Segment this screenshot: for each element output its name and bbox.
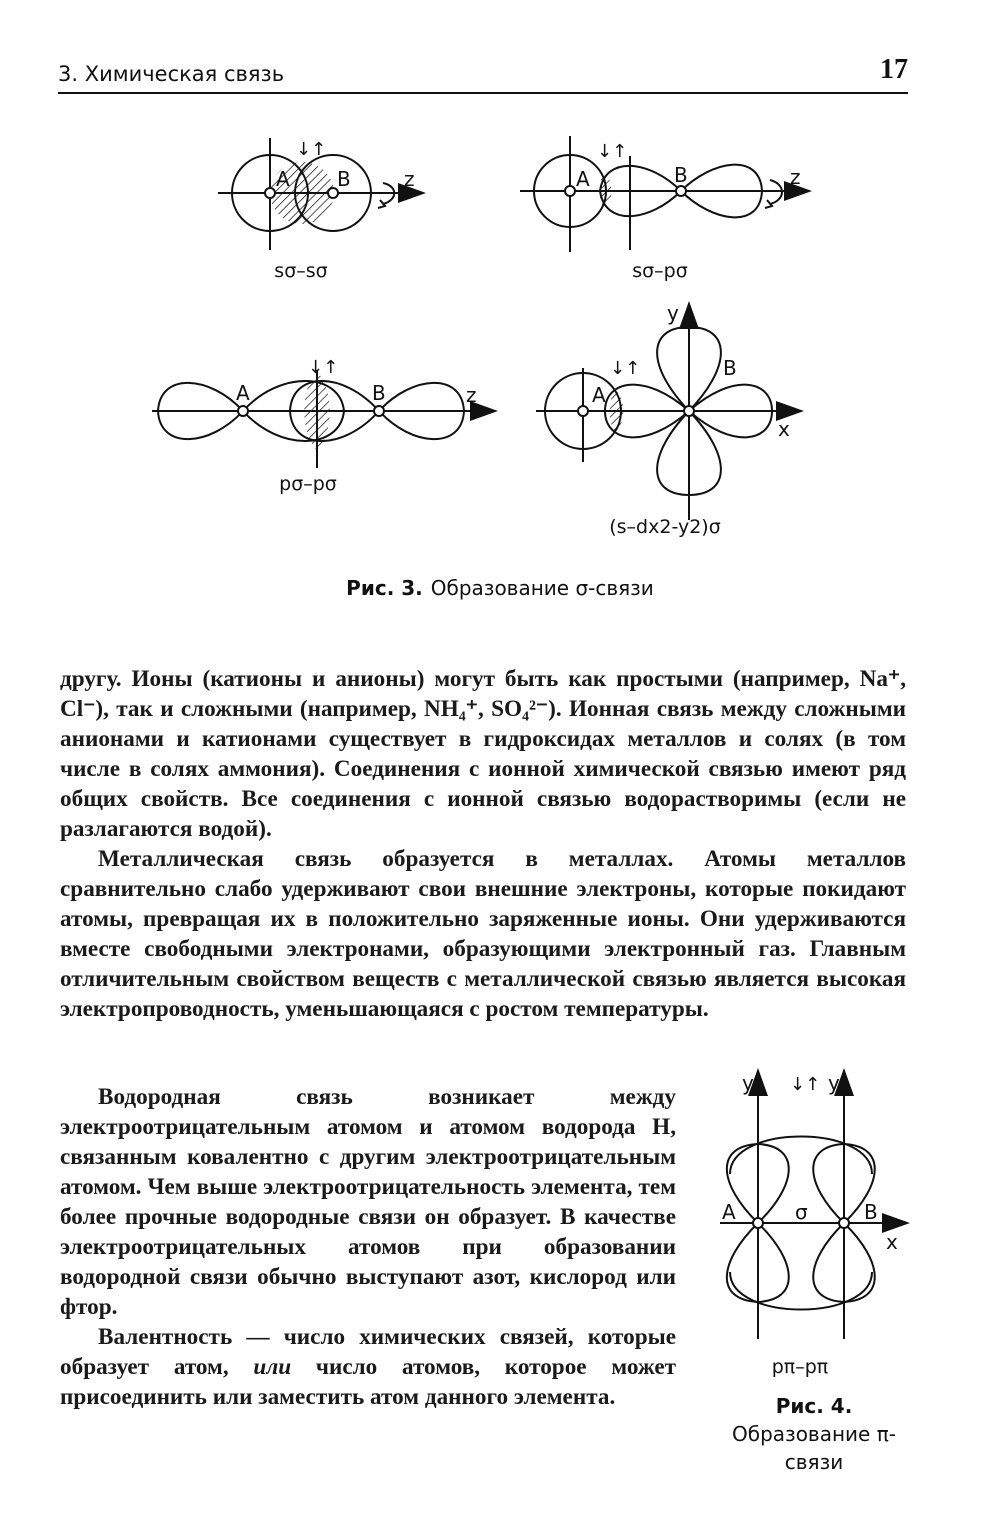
spin-arrows-4: ↓↑ xyxy=(610,358,641,379)
diagram-p-p xyxy=(152,370,494,468)
diagram-label-p-p: pσ–pσ xyxy=(279,473,337,495)
term-metallic: Металлическая связь xyxy=(98,846,352,872)
diagram-s-p xyxy=(520,136,808,252)
fig4-axis-label-y-left: y xyxy=(742,1071,754,1095)
axis-label-z-2: z xyxy=(790,165,801,189)
atom-label-b-4: B xyxy=(723,356,737,380)
page-number: 17 xyxy=(880,54,908,85)
fig4-axis-label-x: x xyxy=(886,1230,898,1254)
atom-label-b-1: B xyxy=(337,167,351,191)
diagram-label-s-d: (s–dx2-y2)σ xyxy=(609,516,721,538)
axis-label-z-3: z xyxy=(466,383,477,407)
fig4-axis-label-y-right: y xyxy=(828,1071,840,1095)
fig4-atom-label-a: A xyxy=(722,1200,736,1224)
body-text-full-width xyxy=(60,664,906,1024)
atom-label-a-3: A xyxy=(236,381,250,405)
atom-label-b-2: B xyxy=(674,163,688,187)
paragraph-ionic: другу. Ионы (катионы и анионы) могут быть как простыми (например, Na⁺, Cl⁻), так и сложными (например, NH₄⁺, SO₄²⁻). Ионная связь между сложными анионами и катионами существует в гидроксидах металлов и солях (в том числе в солях аммония). Соединения с ионной химической связью имеют ряд общих свойств. Все соединения с ионной связью водорастворимы (если не разлагаются водой). xyxy=(60,666,906,842)
diagram-label-s-p: sσ–pσ xyxy=(632,260,688,282)
axis-label-z-1: z xyxy=(404,167,415,191)
diagram-label-s-s: sσ–sσ xyxy=(274,260,328,282)
atom-label-a-2: A xyxy=(576,167,590,191)
figure-3-caption-text: Образование σ-связи xyxy=(430,576,654,600)
figure-4-pi-bond-diagram xyxy=(700,1064,930,1394)
figure-4-caption xyxy=(708,1392,920,1476)
atom-label-a-4: A xyxy=(592,383,606,407)
figure-4-caption-number: Рис. 4. xyxy=(775,1394,853,1418)
paragraph-metallic-text: образуется в металлах. Атомы металлов сравнительно слабо удерживают свои внешние электроны, которые покидают атомы, превращая их в положительно заряженные ионы. Они удерживаются вместе свободными электронами, образующими электронный газ. Главным отличительным свойством веществ с металлической связью является высокая электропроводность, уменьшающаяся с ростом температуры. xyxy=(60,846,906,1022)
fig4-atom-label-b: B xyxy=(864,1200,878,1224)
paragraph-valence xyxy=(60,1322,676,1412)
running-header-chapter: 3. Химическая связь xyxy=(58,62,285,86)
figure-4-caption-text: Образование π-связи xyxy=(732,1422,896,1474)
spin-arrows-2: ↓↑ xyxy=(597,141,628,162)
atom-label-b-3: B xyxy=(372,381,386,405)
diagram-s-d xyxy=(536,305,800,520)
paragraph-valence-text-a: — число химических связей, которые образует атом, xyxy=(60,1324,677,1380)
figure-3-sigma-bond-diagrams xyxy=(0,0,1000,575)
term-valence: Валентность xyxy=(98,1324,233,1350)
fig4-spin-arrows: ↓↑ xyxy=(790,1074,821,1095)
axis-label-y-4: y xyxy=(667,301,679,325)
paragraph-metallic xyxy=(60,844,906,1024)
body-text-narrow xyxy=(60,1082,676,1412)
fig4-bond-label-sigma: σ xyxy=(795,1200,808,1224)
spin-arrows-1: ↓↑ xyxy=(296,139,327,160)
term-hydrogen: Водородная связь xyxy=(98,1084,353,1110)
paragraph-hydrogen xyxy=(60,1082,676,1322)
paragraph-hydrogen-text: возникает между электроотрицательным атомом и атомом водорода Н, связанным ковалентно с другим электроотрицательным атомом. Чем выше электроотрицательность элемента, тем более прочные водородные связи он образует. В качестве электроотрицательных атомов при образовании водородной связи обычно выступают азот, кислород или фтор. xyxy=(60,1084,676,1320)
figure-3-caption xyxy=(0,576,1000,600)
spin-arrows-3: ↓↑ xyxy=(308,357,339,378)
figure-3-caption-number: Рис. 3. xyxy=(346,576,423,600)
atom-label-a-1: A xyxy=(276,167,290,191)
paragraph-valence-emphasis: или xyxy=(253,1354,292,1380)
paragraph-valence-text-b: число атомов, которое может присоединить или заместить атом данного элемента. xyxy=(60,1354,677,1410)
fig4-diagram-label: pπ–pπ xyxy=(771,1356,829,1378)
axis-label-x-4: x xyxy=(778,417,790,441)
